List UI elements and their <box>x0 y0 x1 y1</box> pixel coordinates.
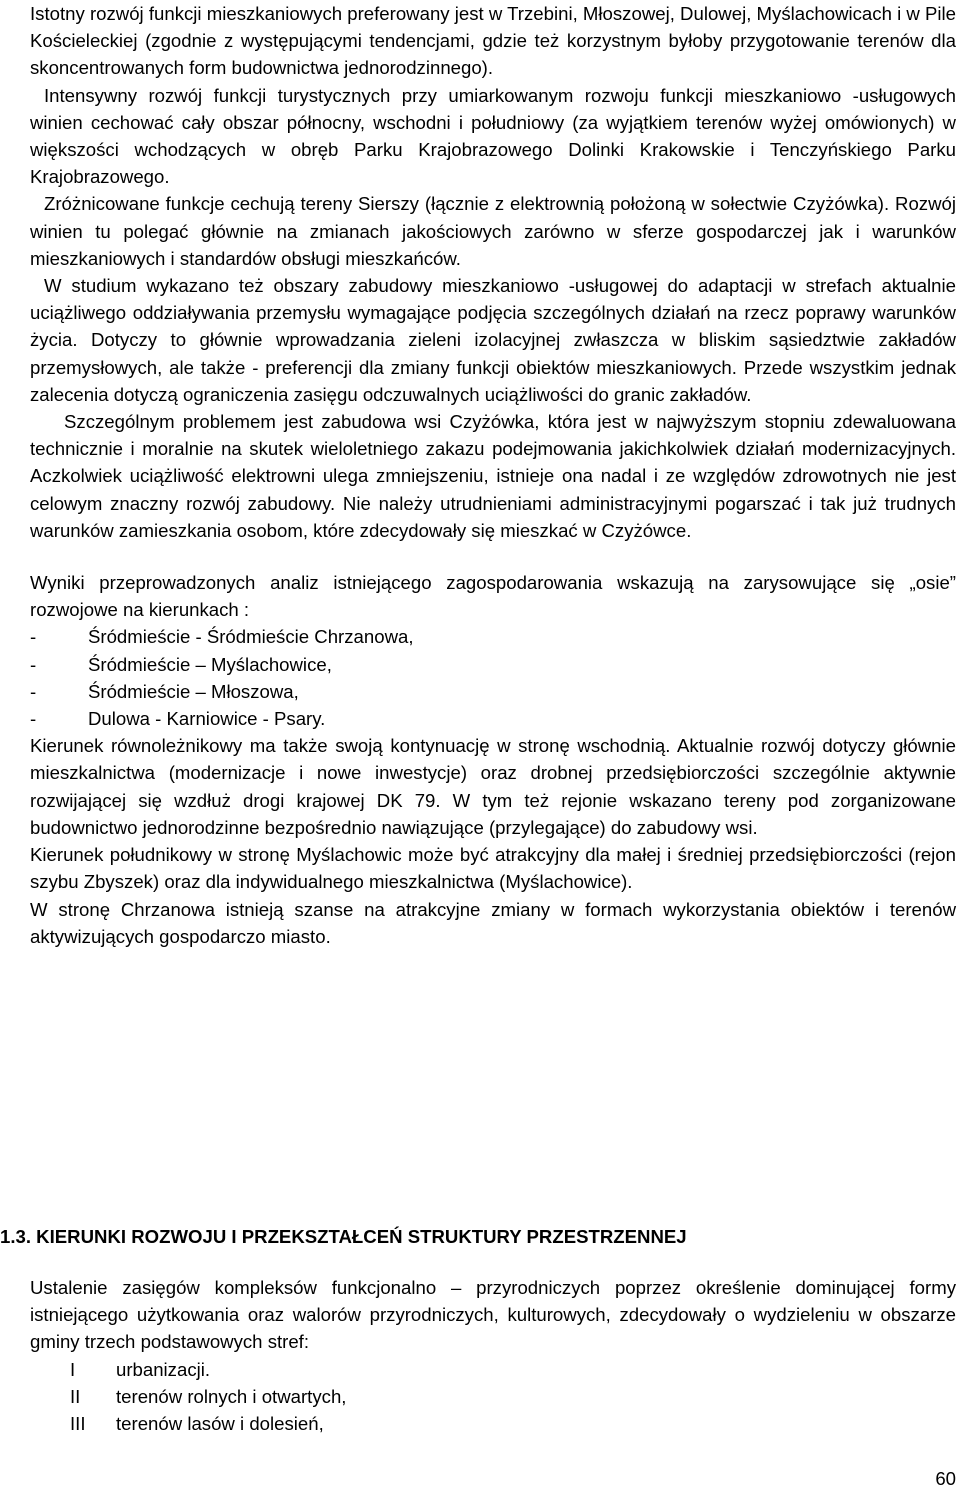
list-item: III terenów lasów i dolesień, <box>70 1413 324 1435</box>
section-zones <box>30 1274 956 1437</box>
zones-list <box>30 1356 956 1438</box>
paragraph-meridional: Kierunek południkowy w stronę Myślachowic może być atrakcyjny dla małej i średniej przedsiębiorczości (rejon szybu Zbyszek) oraz dla indywidualnego mieszkalnictwa (Myślachowice). <box>30 844 956 893</box>
paragraph-czyzowka: Szczególnym problemem jest zabudowa wsi Czyżówka, która jest w najwyższym stopniu zdewaluowana technicznie i moralnie na skutek wieloletniego zakazu podejmowania jakichkolwiek działań modernizacyjnych. Aczkolwiek uciążliwość elektrowni ulega zmniejszeniu, istnieje ona nadal i ze względów zdrowotnych nie jest celowym znaczny rozwój zabudowy. Nie należy utrudnieniami administracyjnymi pogarszać i tak już trudnych warunków zamieszkania osobom, które zdecydowały się mieszkać w Czyżówce. <box>30 411 956 541</box>
section-heading: 1.3. KIERUNKI ROZWOJU I PRZEKSZTAŁCEŃ STRUKTURY PRZESTRZENNEJ <box>0 1226 687 1247</box>
list-item: II terenów rolnych i otwartych, <box>70 1385 347 1407</box>
paragraph-tourism: Intensywny rozwój funkcji turystycznych przy umiarkowanym rozwoju funkcji mieszkaniowo -usługowych winien cechować cały obszar północny, wschodni i południowy (za wyjątkiem terenów wyżej omówionych) w większości wchodzących w obręb Parku Krajobrazowego Dolinki Krakowskie i Tenczyńskiego Parku Krajobrazowego. <box>30 84 956 188</box>
list-item: I urbanizacji. <box>70 1358 211 1380</box>
paragraph-chrzanow: W stronę Chrzanowa istnieją szanse na atrakcyjne zmiany w formach wykorzystania obiektów i terenów aktywizujących gospodarczo miasto. <box>30 898 956 947</box>
paragraph-siersza: Zróżnicowane funkcje cechują tereny Sierszy (łącznie z elektrownią położoną w sołectwie Czyżówka). Rozwój winien tu polegać głównie na zmianach jakościowych zarówno w sferze gospodarczej jak i warunków mieszkaniowych i standardów obsługi mieszkańców. <box>30 193 956 269</box>
paragraph-residential: Istotny rozwój funkcji mieszkaniowych preferowany jest w Trzebini, Młoszowej, Dulowej, Myślachowicach i w Pile Kościeleckiej (zgodnie z występującymi tendencjami, gdzie też korzystnym byłoby przygotowanie terenów dla skoncentrowanych form budownictwa jednorodzinnego). <box>30 3 956 79</box>
list-item: - Śródmieście – Młoszowa, <box>30 680 299 702</box>
paragraph-axes-intro: Wyniki przeprowadzonych analiz istniejącego zagospodarowania wskazują na zarysowujące się „osie” rozwojowe na kierunkach : <box>30 572 956 621</box>
development-axes-list <box>30 623 956 732</box>
paragraph-zones-intro: Ustalenie zasięgów kompleksów funkcjonalno – przyrodniczych poprzez określenie dominującej formy istniejącego użytkowania oraz walorów przyrodniczych, kulturowych, zdecydowały o wydzieleniu w obszarze gminy trzech podstawowych stref: <box>30 1277 956 1353</box>
list-item: - Dulowa - Karniowice - Psary. <box>30 708 326 730</box>
list-item: - Śródmieście - Śródmieście Chrzanowa, <box>30 626 414 648</box>
paragraph-industrial-zones: W studium wykazano też obszary zabudowy mieszkaniowo -usługowej do adaptacji w strefach aktualnie uciążliwego oddziaływania przemysłu wymagające podjęcia szczególnych działań na rzecz poprawy warunków życia. Dotyczy to głównie wprowadzania zieleni izolacyjnej zwłaszcza w bliskim sąsiedztwie zakładów przemysłowych, ale także - preferencji dla zmiany funkcji obiektów mieszkaniowych. Przede wszystkim jednak zalecenia dotyczą ograniczenia zasięgu odczuwalnych uciążliwości do granic zakładów. <box>30 275 956 405</box>
document-body <box>30 0 956 950</box>
paragraph-latitudinal: Kierunek równoleżnikowy ma także swoją kontynuację w stronę wschodnią. Aktualnie rozwój dotyczy głównie mieszkalnictwa (modernizacje i nowe inwestycje) oraz drobnej przedsiębiorczości szczególnie aktywnie rozwijającej się wzdłuż drogi krajowej DK 79. W tym też rejonie wskazano tereny pod zorganizowane budownictwo jednorodzinne bezpośrednio nawiązujące (przylegające) do zabudowy wsi. <box>30 735 956 838</box>
page-number: 60 <box>935 1468 956 1489</box>
list-item: - Śródmieście – Myślachowice, <box>30 653 332 675</box>
